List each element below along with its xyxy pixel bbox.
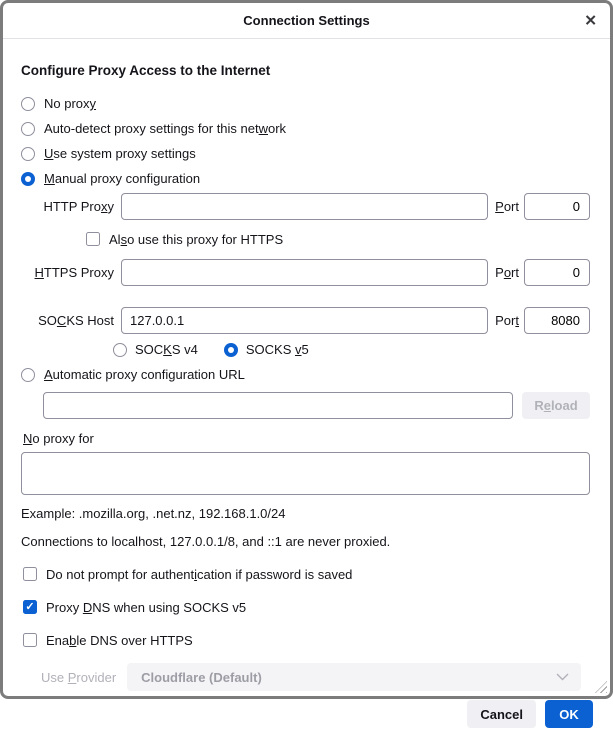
proxy-dns-label[interactable]: Proxy DNS when using SOCKS v5: [46, 599, 247, 615]
http-proxy-row: [21, 193, 590, 220]
radio-manual-proxy-label[interactable]: Manual proxy configuration: [44, 171, 201, 186]
http-port-label: Port: [495, 199, 519, 214]
radio-socks-v5[interactable]: [224, 343, 238, 357]
socks-v4-option[interactable]: [113, 342, 198, 357]
radio-row-no-proxy[interactable]: [21, 91, 590, 116]
close-icon[interactable]: ✕: [584, 12, 597, 29]
http-proxy-input[interactable]: [121, 193, 488, 220]
chevron-down-icon: [556, 673, 569, 681]
cancel-button[interactable]: Cancel: [467, 700, 536, 728]
radio-row-auto-detect[interactable]: [21, 116, 590, 141]
radio-socks-v4[interactable]: [113, 343, 127, 357]
socks-host-row: [21, 307, 590, 334]
dialog-title: Connection Settings: [243, 13, 370, 28]
dialog-footer: [3, 691, 610, 742]
socks-version-row: [113, 342, 590, 357]
also-https-label[interactable]: Also use this proxy for HTTPS: [109, 231, 284, 247]
dns-over-https-label[interactable]: Enable DNS over HTTPS: [46, 632, 193, 648]
check-icon: ✓: [25, 600, 35, 613]
use-provider-label: Use Provider: [41, 669, 117, 685]
radio-no-proxy[interactable]: [21, 97, 35, 111]
no-prompt-auth-label[interactable]: Do not prompt for authentication if password is saved: [46, 566, 353, 582]
auto-config-url-row: [43, 392, 590, 419]
radio-auto-config[interactable]: [21, 368, 35, 382]
socks-port-label: Port: [495, 313, 519, 328]
radio-auto-detect[interactable]: [21, 122, 35, 136]
ok-button[interactable]: OK: [545, 700, 593, 728]
https-port-input[interactable]: [524, 259, 590, 286]
https-proxy-label: HTTPS Proxy: [34, 265, 114, 280]
socks-port-input[interactable]: [524, 307, 590, 334]
https-proxy-input[interactable]: [121, 259, 488, 286]
socks-host-label: SOCKS Host: [38, 313, 114, 328]
https-proxy-row: [21, 259, 590, 286]
provider-dropdown[interactable]: [127, 663, 581, 691]
provider-row: [41, 663, 581, 691]
socks-v5-label[interactable]: SOCKS v5: [245, 342, 309, 357]
socks-host-input[interactable]: [121, 307, 488, 334]
dialog-titlebar: [3, 3, 610, 39]
socks-v4-label[interactable]: SOCKS v4: [135, 342, 198, 357]
https-port-label: Port: [495, 265, 519, 280]
socks-v5-option[interactable]: [224, 342, 309, 357]
no-prompt-auth-row[interactable]: [23, 564, 590, 584]
dns-over-https-row[interactable]: [23, 630, 590, 650]
radio-auto-detect-label[interactable]: Auto-detect proxy settings for this network: [44, 121, 287, 136]
radio-system-proxy-label[interactable]: Use system proxy settings: [44, 146, 196, 161]
no-proxy-for-label: No proxy for: [23, 431, 94, 446]
also-https-row[interactable]: [86, 229, 590, 249]
checkbox-also-https[interactable]: [86, 232, 100, 246]
reload-button[interactable]: Reload: [522, 392, 590, 419]
radio-row-system-proxy[interactable]: [21, 141, 590, 166]
http-proxy-label: HTTP Proxy: [43, 199, 114, 214]
radio-row-manual-proxy[interactable]: [21, 166, 590, 191]
provider-selected-value: Cloudflare (Default): [141, 669, 262, 685]
checkbox-no-prompt-auth[interactable]: [23, 567, 37, 581]
dialog-content: [3, 39, 610, 691]
proxy-dns-row[interactable]: [23, 597, 590, 617]
http-port-input[interactable]: [524, 193, 590, 220]
radio-no-proxy-label[interactable]: No proxy: [44, 96, 97, 111]
radio-manual-proxy[interactable]: [21, 172, 35, 186]
page-title: Configure Proxy Access to the Internet: [21, 63, 271, 78]
checkbox-proxy-dns[interactable]: [23, 600, 37, 614]
no-proxy-example-text: Example: .mozilla.org, .net.nz, 192.168.1.0/24: [21, 506, 286, 521]
radio-system-proxy[interactable]: [21, 147, 35, 161]
localhost-note-text: Connections to localhost, 127.0.0.1/8, and ::1 are never proxied.: [21, 534, 391, 549]
no-proxy-for-textarea[interactable]: [21, 452, 590, 495]
checkbox-dns-over-https[interactable]: [23, 633, 37, 647]
radio-row-auto-config[interactable]: [21, 362, 590, 387]
radio-auto-config-label[interactable]: Automatic proxy configuration URL: [44, 367, 245, 382]
auto-config-url-input[interactable]: [43, 392, 513, 419]
